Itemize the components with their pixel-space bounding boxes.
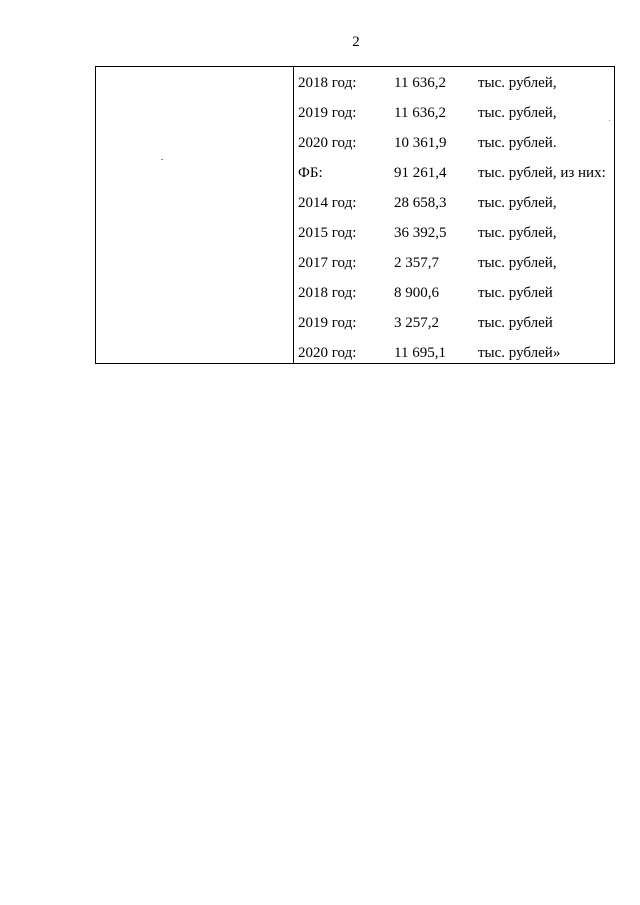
row-unit: тыс. рублей (478, 285, 553, 301)
row-unit: тыс. рублей. (478, 135, 557, 151)
row-unit: тыс. рублей, (478, 75, 557, 91)
table-row (294, 313, 614, 343)
table-row (294, 193, 614, 223)
row-unit: тыс. рублей, (478, 255, 557, 271)
row-unit: тыс. рублей, (478, 105, 557, 121)
row-label: 2020 год: (298, 135, 357, 151)
row-label: 2019 год: (298, 315, 357, 331)
table-row (294, 223, 614, 253)
page-number: 2 (352, 34, 360, 50)
row-label: 2015 год: (298, 225, 357, 241)
table-row (294, 253, 614, 283)
row-label: 2018 год: (298, 285, 357, 301)
row-unit: тыс. рублей» (478, 345, 561, 361)
table-row (294, 343, 614, 373)
row-value: 10 361,9 (394, 135, 447, 151)
table-row (294, 103, 614, 133)
row-label: ФБ: (298, 165, 323, 181)
table-right-cell (294, 67, 614, 363)
scan-speck (609, 120, 610, 121)
row-value: 28 658,3 (394, 195, 447, 211)
table-row (294, 163, 614, 193)
row-unit: тыс. рублей (478, 315, 553, 331)
row-label: 2019 год: (298, 105, 357, 121)
table-row (294, 133, 614, 163)
row-value: 8 900,6 (394, 285, 439, 301)
row-unit: тыс. рублей, из них: (478, 165, 606, 181)
funding-table (95, 66, 615, 364)
table-left-cell (96, 67, 294, 363)
row-unit: тыс. рублей, (478, 225, 557, 241)
row-value: 11 636,2 (394, 75, 446, 91)
row-value: 91 261,4 (394, 165, 447, 181)
row-label: 2017 год: (298, 255, 357, 271)
row-label: 2020 год: (298, 345, 357, 361)
scan-speck (161, 159, 163, 160)
row-unit: тыс. рублей, (478, 195, 557, 211)
row-value: 11 636,2 (394, 105, 446, 121)
row-value: 3 257,2 (394, 315, 439, 331)
row-label: 2014 год: (298, 195, 357, 211)
table-row (294, 73, 614, 103)
row-label: 2018 год: (298, 75, 357, 91)
row-value: 2 357,7 (394, 255, 439, 271)
table-row (294, 283, 614, 313)
row-value: 36 392,5 (394, 225, 447, 241)
row-value: 11 695,1 (394, 345, 446, 361)
